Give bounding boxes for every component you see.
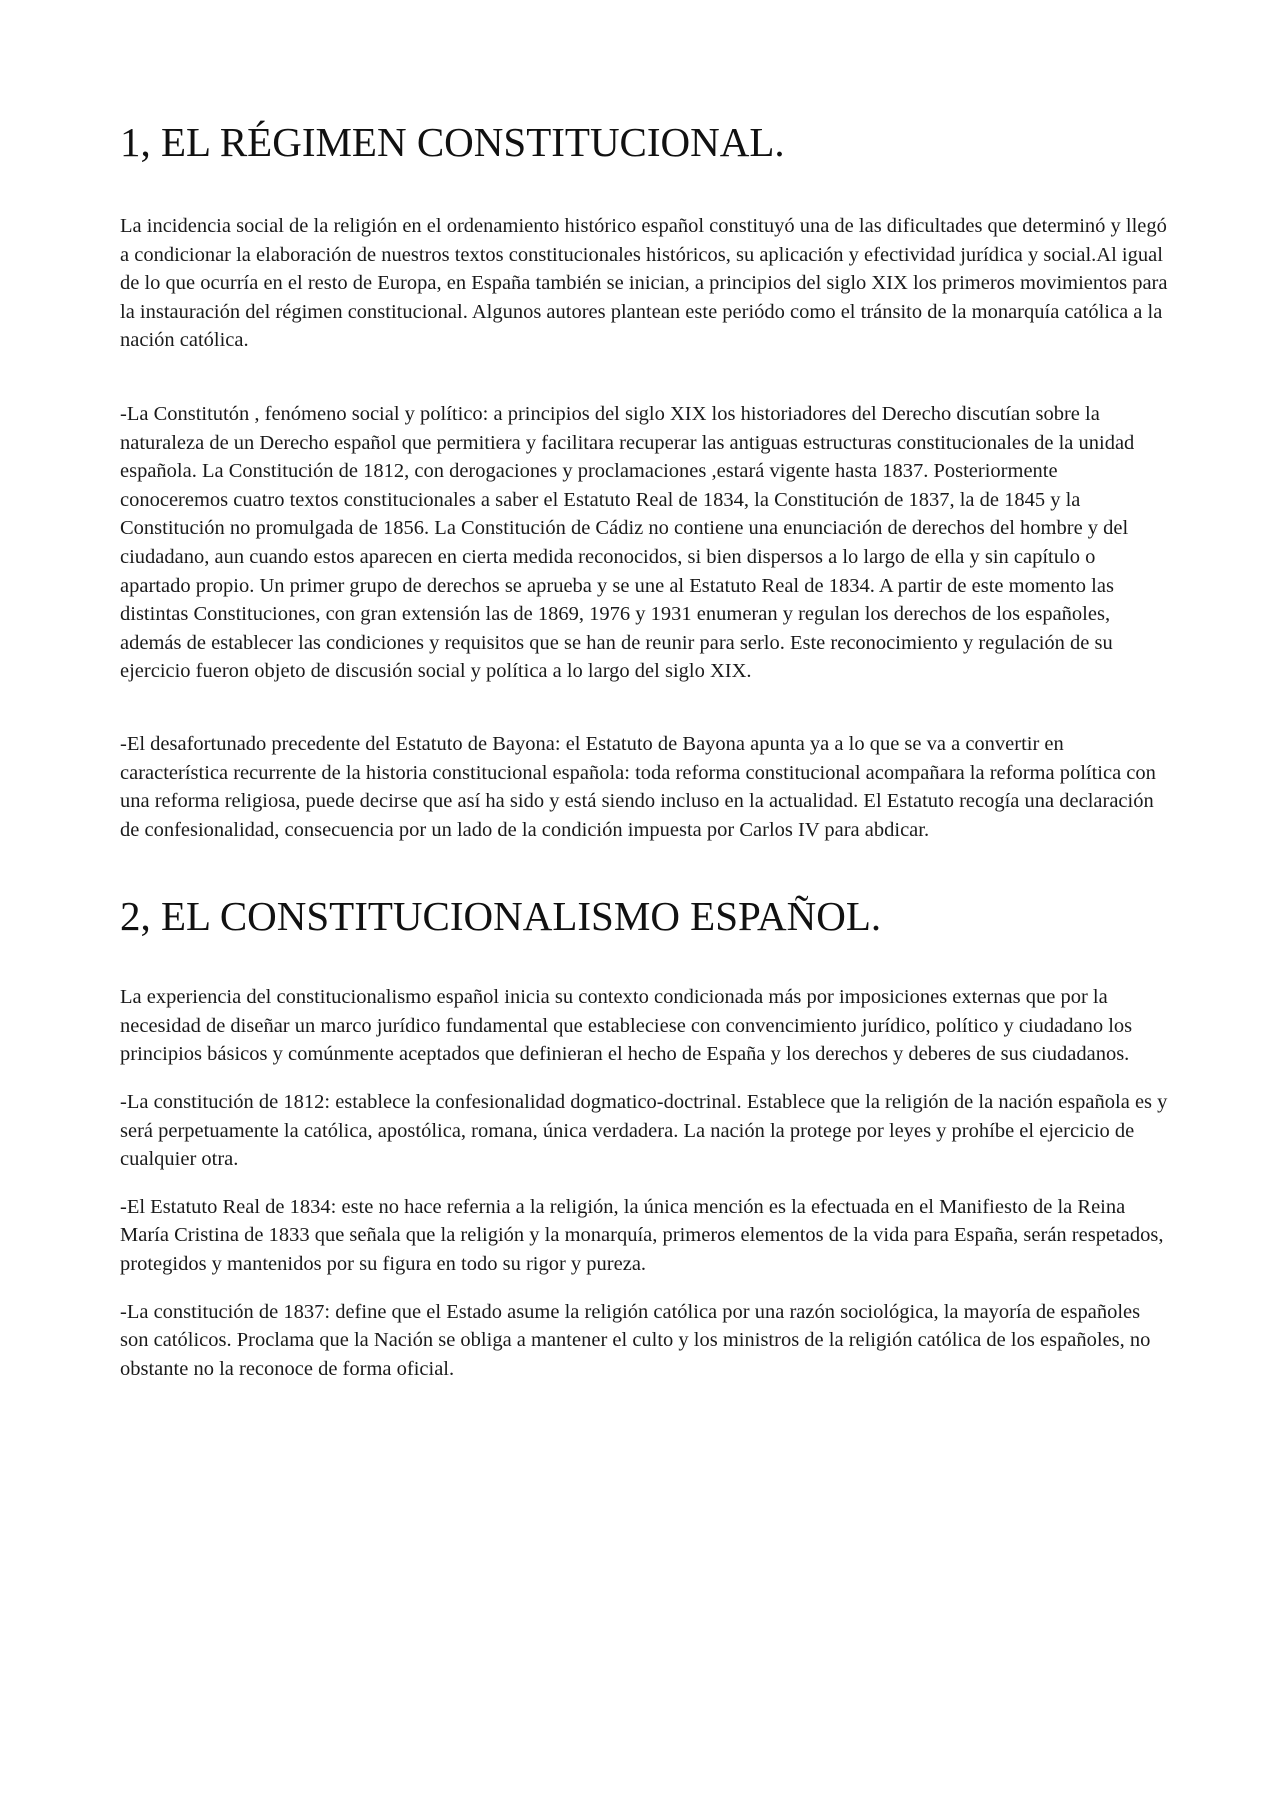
document-page — [120, 118, 1170, 1383]
section-2-paragraph-1: La experiencia del constitucionalismo español inicia su contexto condicionada más por imposiciones externas que por la necesidad de diseñar un marco jurídico fundamental que estableciese con convencimiento jurídico, político y ciudadano los principios básicos y comúnmente aceptados que definieran el hecho de España y los derechos y deberes de sus ciudadanos. — [120, 986, 1133, 1066]
section-2-paragraph-3: -El Estatuto Real de 1834: este no hace refernia a la religión, la única mención es la efectuada en el Manifiesto de la Reina María Cristina de 1833 que señala que la religión y la monarquía, primeros elementos de la vida para España, serán respetados, protegidos y mantenidos por su figura en todo su rigor y pureza. — [120, 1195, 1164, 1276]
section-1-paragraph-1: La incidencia social de la religión en el ordenamiento histórico español constituyó una de las dificultades que determinó y llegó a condicionar la elaboración de nuestros textos constitucionales históricos, su aplicación y efectividad jurídica y social.Al igual de lo que ocurría en el resto de Europa, en España también se inician, a principios del siglo XIX los primeros movimientos para la instauración del régimen constitucional. Algunos autores plantean este periódo como el tránsito de la monarquía católica a la nación católica. — [120, 215, 1168, 352]
section-1-paragraph-2: -La Constitutón , fenómeno social y político: a principios del siglo XIX los historiadores del Derecho discutían sobre la naturaleza de un Derecho español que permitiera y facilitara recuperar las antiguas estructuras constitucionales de la unidad española. La Constitución de 1812, con derogaciones y proclamaciones ,estará vigente hasta 1837. Posteriormente conoceremos cuatro textos constitucionales a saber el Estatuto Real de 1834, la Constitución de 1837, la de 1845 y la Constitución no promulgada de 1856. La Constitución de Cádiz no contiene una enunciación de derechos del hombre y del ciudadano, aun cuando estos aparecen en cierta medida reconocidos, si bien dispersos a lo largo de ella y sin capítulo o apartado propio. Un primer grupo de derechos se aprueba y se une al Estatuto Real de 1834. A partir de este momento las distintas Constituciones, con gran extensión las de 1869, 1976 y 1931 enumeran y regulan los derechos de los españoles, además de establecer las condiciones y requisitos que se han de reunir para serlo. Este reconocimiento y regulación de su ejercicio fueron objeto de discusión social y política a lo largo del siglo XIX. — [120, 402, 1135, 683]
section-2-paragraph-4: -La constitución de 1837: define que el Estado asume la religión católica por una razón sociológica, la mayoría de españoles son católicos. Proclama que la Nación se obliga a mantener el culto y los ministros de la religión católica de los españoles, no obstante no la reconoce de forma oficial. — [120, 1300, 1151, 1380]
section-2-heading: 2, EL CONSTITUCIONALISMO ESPAÑOL. — [120, 893, 882, 940]
section-1-heading: 1, EL RÉGIMEN CONSTITUCIONAL. — [120, 119, 785, 165]
section-1-paragraph-3: -El desafortunado precedente del Estatuto de Bayona: el Estatuto de Bayona apunta ya a lo que se va a convertir en característica recurrente de la historia constitucional española: toda reforma constitucional acompañara la reforma política con una reforma religiosa, puede decirse que así ha sido y está siendo incluso en la actualidad. El Estatuto recogía una declaración de confesionalidad, consecuencia por un lado de la condición impuesta por Carlos IV para abdicar. — [120, 732, 1156, 841]
section-2-paragraph-2: -La constitución de 1812: establece la confesionalidad dogmatico-doctrinal. Establece que la religión de la nación española es y será perpetuamente la católica, apostólica, romana, única verdadera. La nación la protege por leyes y prohíbe el ejercicio de cualquier otra. — [120, 1091, 1168, 1171]
